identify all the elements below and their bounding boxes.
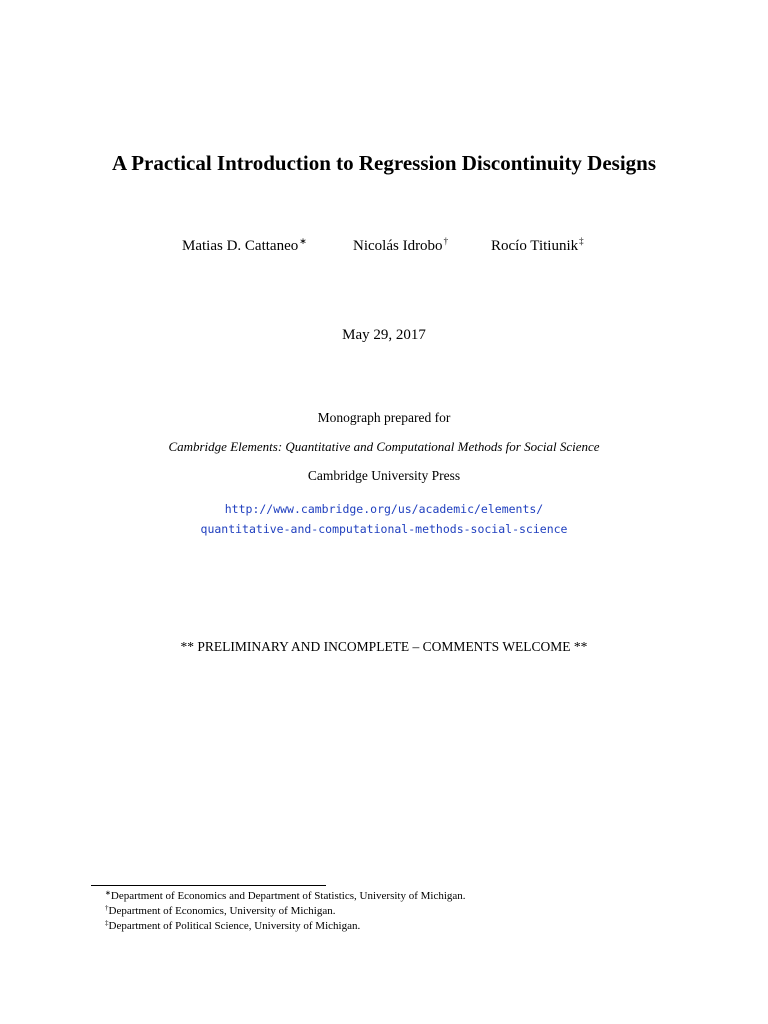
footnote-mark: † <box>105 904 109 912</box>
footnote-mark: ∗ <box>299 236 307 246</box>
author-list <box>0 238 768 262</box>
draft-status-note: ** PRELIMINARY AND INCOMPLETE – COMMENTS WELCOME ** <box>180 639 588 654</box>
author-name: Rocío Titiunik <box>491 238 579 254</box>
footnote-mark: † <box>443 236 449 246</box>
footnote-idrobo <box>105 904 705 919</box>
paper-date: May 29, 2017 <box>342 327 426 343</box>
author-titiunik <box>491 238 584 255</box>
footnote-text: Department of Economics, University of Michigan. <box>108 905 336 917</box>
footnote-titiunik <box>105 919 705 934</box>
publisher-name: Cambridge University Press <box>307 468 461 483</box>
footnote-text: Department of Economics and Department of Statistics, University of Michigan. <box>110 890 466 902</box>
footnote-mark: ∗ <box>105 889 111 897</box>
footnote-divider <box>91 885 326 886</box>
author-cattaneo <box>182 238 307 255</box>
author-name: Nicolás Idrobo <box>353 238 443 254</box>
series-url-link-part-1[interactable]: http://www.cambridge.org/us/academic/elements/ <box>224 502 544 516</box>
author-idrobo <box>353 238 448 255</box>
series-name: Cambridge Elements: Quantitative and Computational Methods for Social Science <box>168 439 600 454</box>
url-line-2-wrapper <box>0 520 768 538</box>
series-url-link-part-2[interactable]: quantitative-and-computational-methods-social-science <box>200 522 568 536</box>
footnote-text: Department of Political Science, University of Michigan. <box>108 920 361 932</box>
url-line-1-wrapper <box>0 500 768 518</box>
paper-title: A Practical Introduction to Regression Discontinuity Designs <box>111 151 657 175</box>
footnote-cattaneo <box>105 889 705 904</box>
prepared-for-text: Monograph prepared for <box>317 410 451 425</box>
footnote-mark: ‡ <box>105 919 109 927</box>
footnote-mark: ‡ <box>579 236 584 246</box>
footnotes <box>105 889 705 934</box>
author-name: Matias D. Cattaneo <box>182 238 299 254</box>
